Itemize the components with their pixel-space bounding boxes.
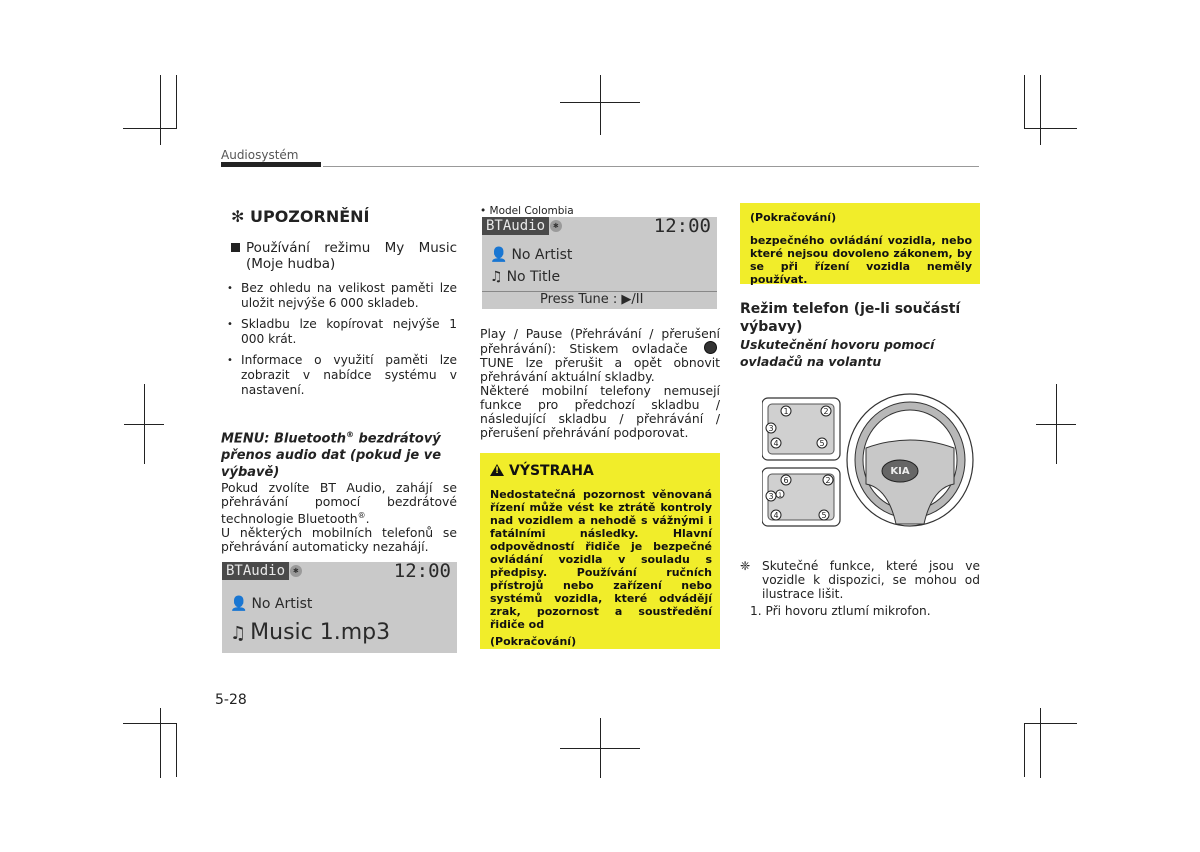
warning-title-text: VÝSTRAHA: [509, 463, 594, 479]
bt-paragraph-2: U některých mobilních telefonů se přehrávání automaticky nezahájí.: [221, 525, 457, 555]
page-number: 5-28: [215, 692, 247, 708]
continued-label: (Pokračování): [490, 635, 577, 648]
list-item: • Informace o využití paměti lze zobrazit v nabídce systému v nastavení.: [227, 353, 457, 398]
list-item: 1. Při hovoru ztlumí mikrofon.: [750, 604, 931, 618]
caution-list: [221, 281, 457, 398]
registered-mark: ®: [345, 430, 354, 439]
caution-title-text: UPOZORNĚNÍ: [249, 207, 370, 226]
press-tune-hint: Press Tune : ▶/II: [540, 292, 644, 307]
artist-text: No Artist: [251, 596, 313, 612]
wheel-label: 4: [773, 511, 779, 520]
person-icon: 👤: [490, 247, 508, 263]
crop-mark: [1024, 723, 1077, 724]
tune-knob-icon: [704, 341, 717, 354]
bt-paragraph: [221, 481, 457, 526]
wheel-note: [740, 559, 980, 619]
crop-mark: [600, 75, 601, 135]
phone-subheading: Uskutečnění hovoru pomocí ovladačů na volantu: [740, 337, 935, 369]
music-note-icon: ♫: [230, 623, 247, 644]
crop-mark: [1024, 723, 1025, 777]
caution-title: [231, 209, 457, 224]
track-row: [230, 620, 390, 645]
menu-heading-part: bezdrátový přenos audio dat (pokud je ve výbavě): [221, 431, 442, 481]
wheel-label: 5: [819, 439, 825, 448]
music-note-icon: ♫: [490, 269, 503, 285]
warning-text: bezpečného ovládání vozidla, nebo které nejsou dovoleno zákonem, by se při řízení vozidla neměly používat.: [750, 234, 972, 286]
clock: 12:00: [393, 560, 451, 582]
para-text: lze přerušit a opět obnovit přehrávání aktuální skladby.: [480, 355, 720, 384]
column-left: [221, 205, 457, 554]
wheel-label: 3: [768, 424, 774, 433]
phone-heading: Režim telefon (je-li součástí výbavy): [740, 301, 961, 335]
continued-label: (Pokračování): [750, 211, 837, 224]
track-text: Music 1.mp3: [250, 620, 391, 645]
phone-section: [740, 288, 980, 370]
list-item: • Bez ohledu na velikost paměti lze uložit nejvýše 6 000 skladeb.: [227, 281, 457, 311]
wheel-label: 1: [778, 492, 782, 499]
artist-row: [230, 596, 312, 612]
list-item: • Skladbu lze kopírovat nejvýše 1 000 krát.: [227, 317, 457, 347]
clock: 12:00: [653, 215, 711, 237]
wheel-label: 2: [825, 476, 831, 485]
bluetooth-icon: ✱: [550, 220, 562, 232]
caution-heading-text: Používání režimu My Music (Moje hudba): [246, 240, 457, 272]
crop-mark: [123, 128, 176, 129]
para-text: .: [365, 511, 370, 527]
warning-text: Nedostatečná pozornost věnovaná řízení může vést ke ztrátě kontroly nad vozidlem a nehodě s vážnými i fatálními následky. Hlavní odpovědností řidiče je bezpečné ovládání vozidla v souladu s předpisy. Používání ručních přístrojů nebo zařízení nebo systémů vozidla, které odvádějí zrak, pozornost a soustředění řidiče od: [490, 488, 712, 631]
crop-mark: [1024, 75, 1025, 129]
crop-mark: [1040, 708, 1041, 778]
header-rule: [323, 166, 979, 167]
crop-mark: [1024, 128, 1077, 129]
wheel-label: 5: [821, 511, 827, 520]
steering-wheel-illustration: [762, 392, 974, 530]
caution-icon: ✻: [231, 207, 245, 226]
warning-box: [480, 453, 720, 649]
source-label: BTAudio: [482, 217, 549, 235]
para-text: Pokud zvolíte BT Audio, zahájí se přehrávání pomocí bezdrátové technologie Bluetooth: [221, 480, 457, 527]
warning-triangle-icon: [490, 464, 504, 476]
bluetooth-icon: ✱: [290, 565, 302, 577]
crop-mark: [160, 75, 161, 145]
audio-screen-1: [222, 562, 457, 653]
caution-heading: [221, 240, 457, 272]
section-label: Audiosystém: [221, 148, 299, 162]
crop-mark: [160, 708, 161, 778]
crop-mark: [1056, 384, 1057, 464]
source-label: BTAudio: [222, 562, 289, 580]
note-text: Skutečné funkce, které jsou ve vozidle k dispozici, se mohou od ilustrace lišit.: [762, 559, 980, 601]
wheel-label: 2: [823, 407, 829, 416]
steering-wheel-svg: [762, 392, 974, 530]
wheel-label: 4: [773, 439, 779, 448]
crop-mark: [176, 723, 177, 777]
menu-heading: [221, 426, 457, 481]
warning-box-continued: [740, 203, 980, 284]
crop-mark: [144, 384, 145, 464]
para-text: Play / Pause (Přehrávání / přerušení přehrávání): Stiskem ovladače: [480, 326, 720, 356]
title-text: No Title: [506, 269, 561, 285]
audio-screen-2: [482, 217, 717, 309]
wheel-label: 1: [783, 407, 789, 416]
tune-label: TUNE: [480, 355, 514, 370]
warning-title: [490, 463, 712, 478]
registered-mark: ®: [357, 511, 366, 521]
artist-text: No Artist: [511, 247, 573, 263]
wheel-label: 6: [783, 476, 789, 485]
title-row: [490, 269, 560, 285]
note-symbol-icon: ❈: [740, 559, 751, 573]
artist-row: [490, 247, 572, 263]
playpause-paragraph: [480, 327, 720, 384]
square-bullet-icon: [231, 243, 240, 252]
model-label: • Model Colombia: [480, 205, 574, 217]
person-icon: 👤: [230, 596, 248, 612]
crop-mark: [600, 718, 601, 778]
section-bar: [221, 162, 321, 167]
note-row: [740, 559, 980, 601]
crop-mark: [176, 75, 177, 129]
playpause-text: [480, 327, 720, 440]
phones-paragraph: Některé mobilní telefony nemusejí funkce pro předchozí skladbu / následující skladbu / přehrávání / přerušení přehrávání podporovat.: [480, 383, 720, 440]
wheel-label: 3: [768, 492, 774, 501]
kia-logo: KIA: [890, 466, 910, 477]
crop-mark: [1040, 75, 1041, 145]
menu-heading-part: MENU: Bluetooth: [221, 431, 346, 447]
crop-mark: [123, 723, 176, 724]
